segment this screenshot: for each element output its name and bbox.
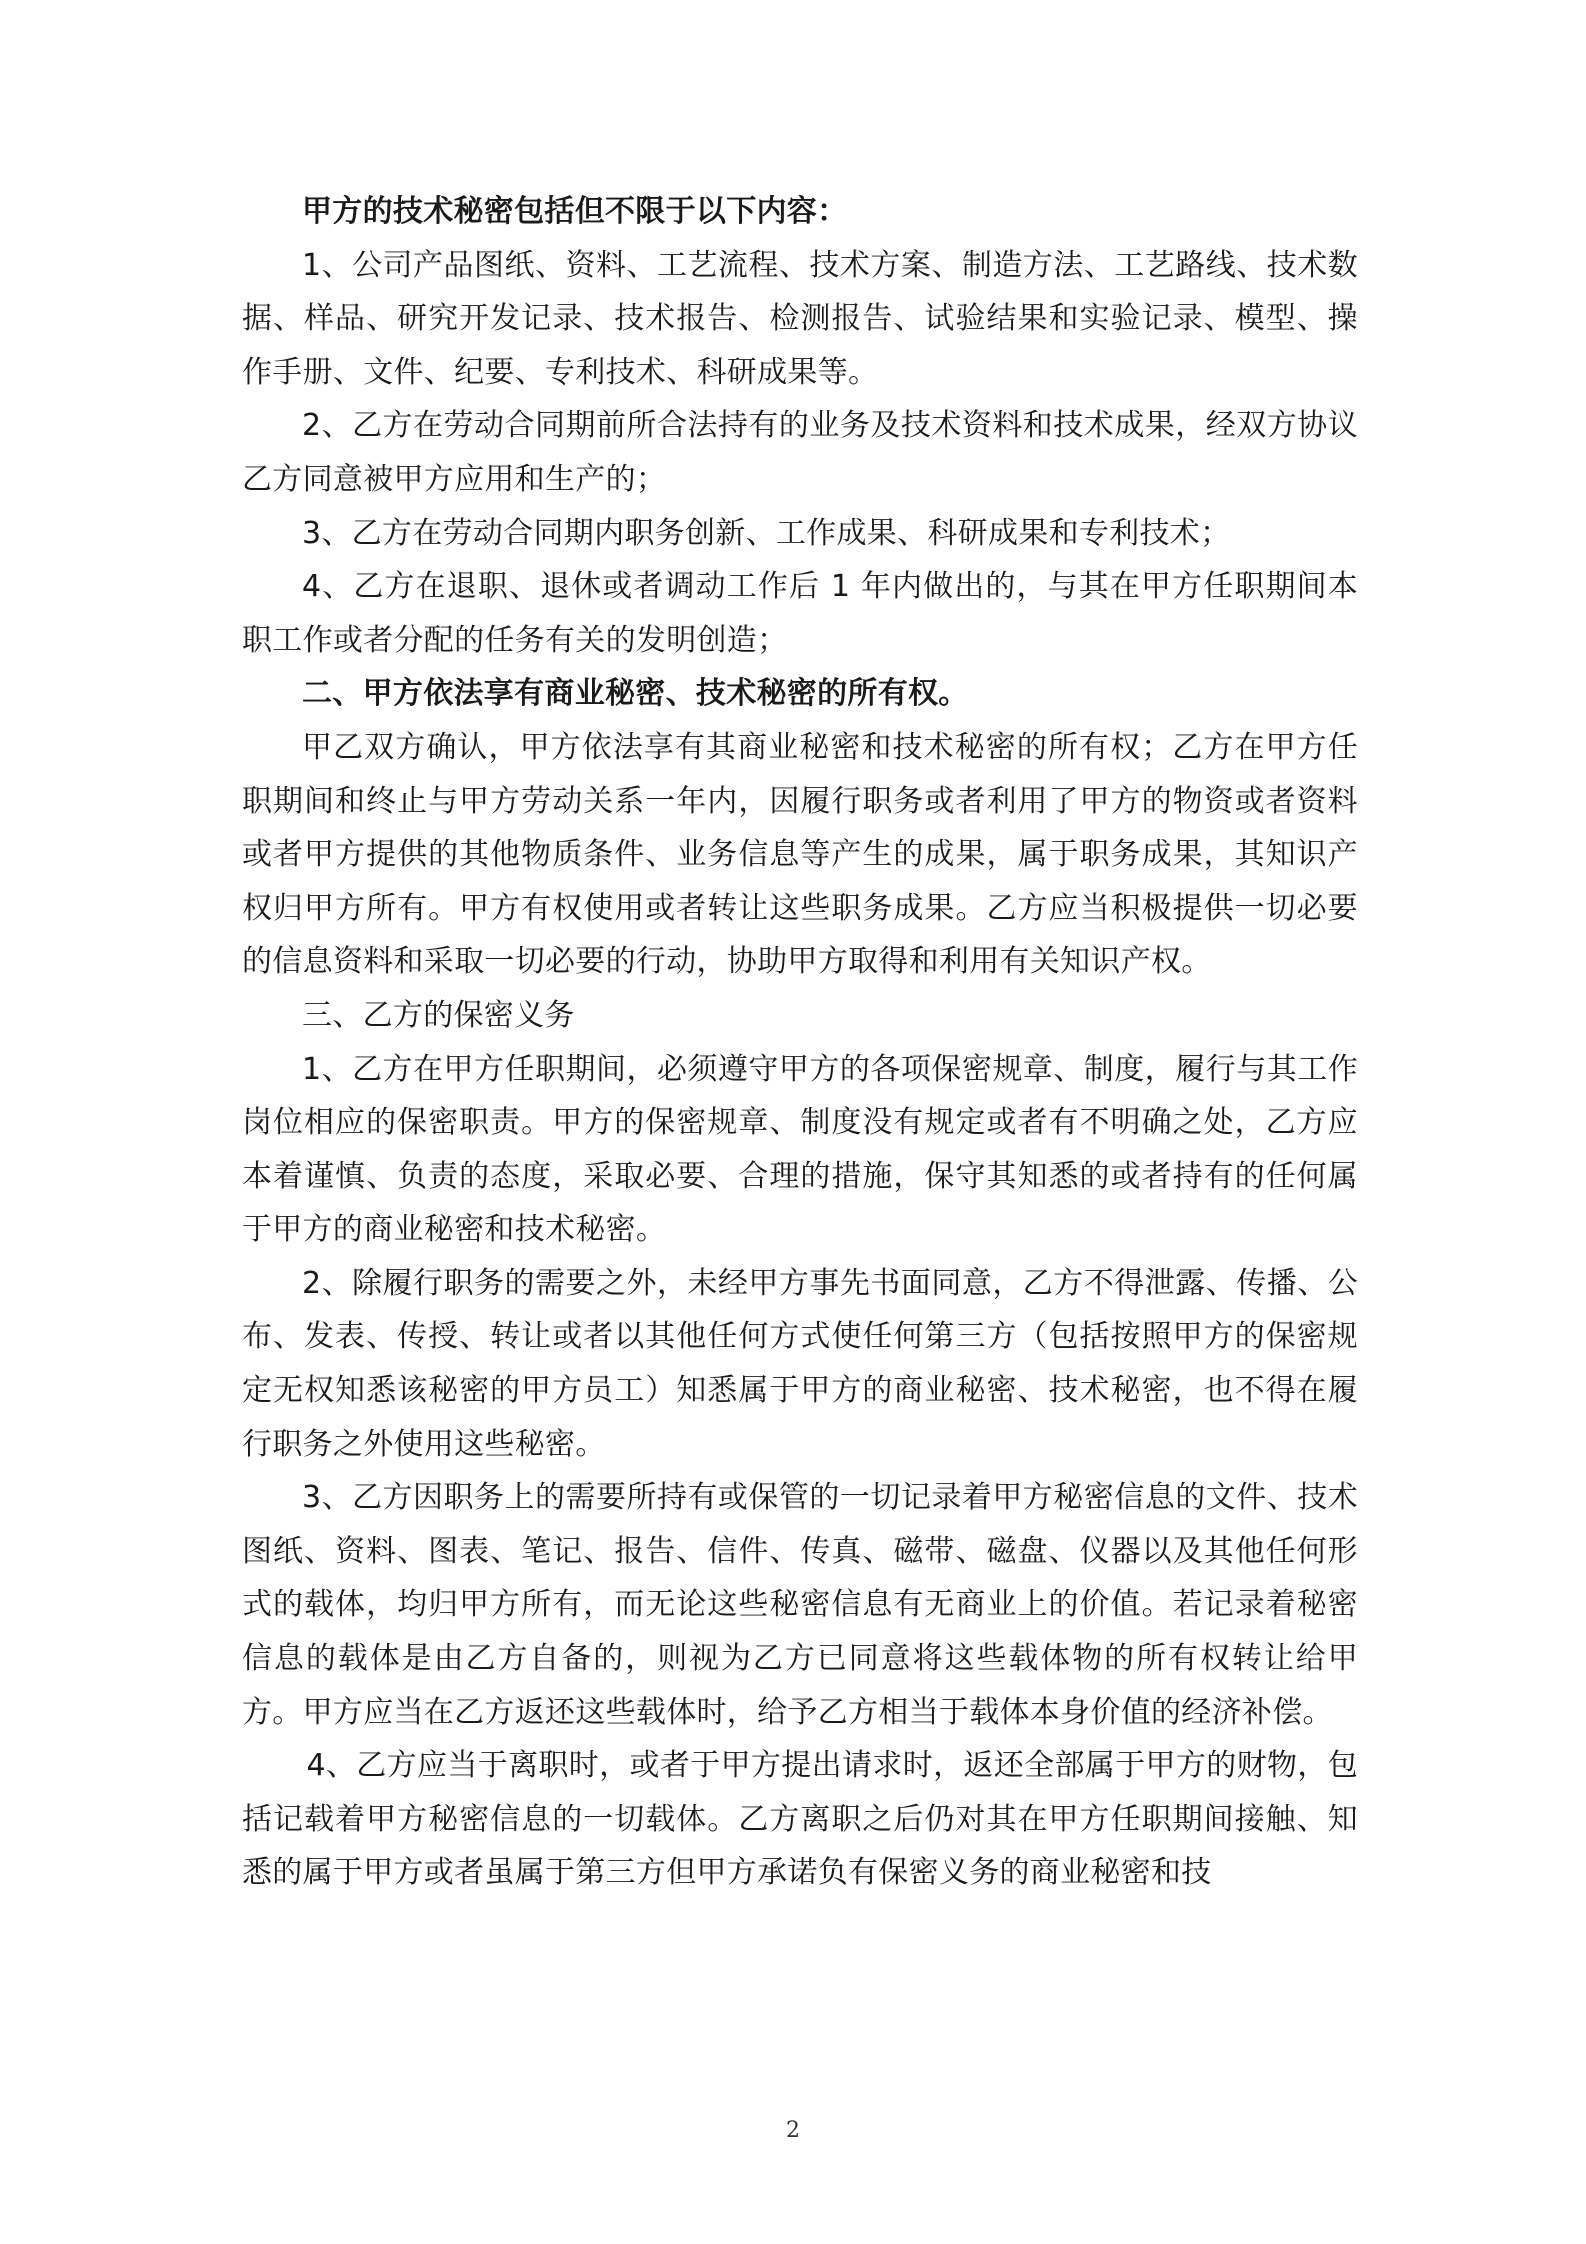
tech-secret-heading: 甲方的技术秘密包括但不限于以下内容： — [302, 194, 848, 229]
duty-item-3: 3、乙方因职务上的需要所持有或保管的一切记录着甲方秘密信息的文件、技术图纸、资料、图表、笔记、报告、信件、传真、磁带、磁盘、仪器以及其他任何形式的载体，均归甲方所有，而无论这些秘密信息有无商业上的价值。若记录着秘密信息的载体是由乙方自备的，则视为乙方已同意将这些载体物的所有权转让给甲方。甲方应当在乙方返还这些载体时，给予乙方相当于载体本身价值的经济补偿。 — [242, 1480, 1358, 1730]
tech-item-3: 3、乙方在劳动合同期内职务创新、工作成果、科研成果和专利技术； — [302, 515, 1231, 551]
duty-item-4: 4、乙方应当于离职时，或者于甲方提出请求时，返还全部属于甲方的财物，包括记载着甲方秘密信息的一切载体。乙方离职之后仍对其在甲方任职期间接触、知悉的属于甲方或者虽属于第三方但甲方承诺负有保密义务的商业秘密和技 — [242, 1748, 1358, 1891]
section-2-heading: 二、甲方依法享有商业秘密、技术秘密的所有权。 — [302, 676, 969, 712]
page-number: 2 — [786, 2118, 800, 2143]
tech-item-1: 1、公司产品图纸、资料、工艺流程、技术方案、制造方法、工艺路线、技术数据、样品、研究开发记录、技术报告、检测报告、试验结果和实验记录、模型、操作手册、文件、纪要、专利技术、科研成果等。 — [242, 247, 1358, 390]
duty-item-1: 1、乙方在甲方任职期间，必须遵守甲方的各项保密规章、制度，履行与其工作岗位相应的保密职责。甲方的保密规章、制度没有规定或者有不明确之处，乙方应本着谨慎、负责的态度，采取必要、合理的措施，保守其知悉的或者持有的任何属于甲方的商业秘密和技术秘密。 — [242, 1051, 1358, 1248]
tech-item-2: 2、乙方在劳动合同期前所合法持有的业务及技术资料和技术成果，经双方协议乙方同意被甲方应用和生产的； — [242, 408, 1358, 497]
duty-item-2: 2、除履行职务的需要之外，未经甲方事先书面同意，乙方不得泄露、传播、公布、发表、传授、转让或者以其他任何方式使任何第三方（包括按照甲方的保密规定无权知悉该秘密的甲方员工）知悉属于甲方的商业秘密、技术秘密，也不得在履行职务之外使用这些秘密。 — [242, 1265, 1358, 1462]
section-2-body: 甲乙双方确认，甲方依法享有其商业秘密和技术秘密的所有权；乙方在甲方任职期间和终止与甲方劳动关系一年内，因履行职务或者利用了甲方的物资或者资料或者甲方提供的其他物质条件、业务信息等产生的成果，属于职务成果，其知识产权归甲方所有。甲方有权使用或者转让这些职务成果。乙方应当积极提供一切必要的信息资料和采取一切必要的行动，协助甲方取得和利用有关知识产权。 — [242, 729, 1358, 980]
section-3-heading: 三、乙方的保密义务 — [302, 997, 575, 1033]
tech-item-4: 4、乙方在退职、退休或者调动工作后 1 年内做出的，与其在甲方任职期间本职工作或者分配的任务有关的发明创造； — [242, 569, 1358, 658]
document-body — [242, 185, 1358, 1900]
